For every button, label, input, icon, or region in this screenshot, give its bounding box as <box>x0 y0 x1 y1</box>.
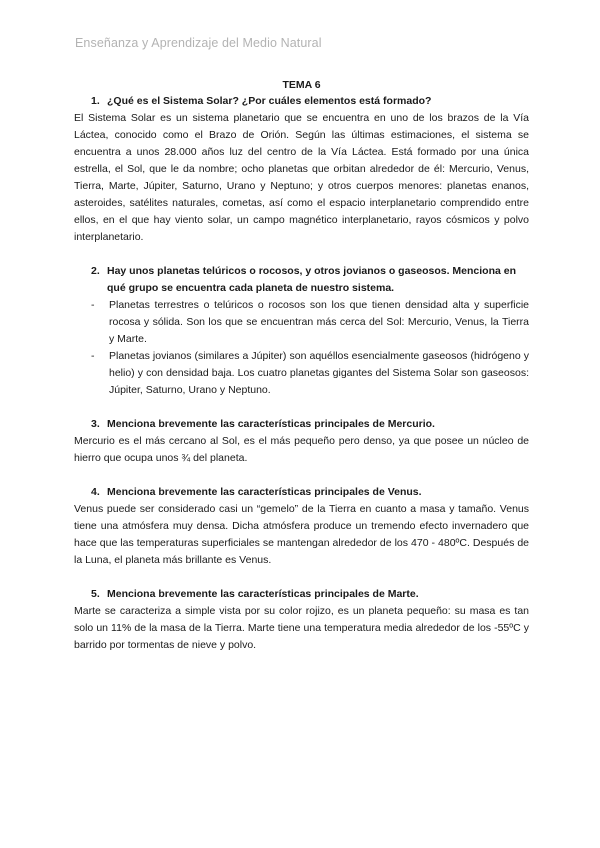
list-item <box>74 297 529 348</box>
question-text: Menciona brevemente las características principales de Marte. <box>107 588 419 600</box>
document-header: Enseñanza y Aprendizaje del Medio Natural <box>75 36 322 50</box>
answer-1: El Sistema Solar es un sistema planetario que se encuentra en uno de los brazos de la Vía Láctea, conocido como el Brazo de Orión. Según las últimas estimaciones, el sistema se encuentra a unos 28.000 años luz del centro de la Vía Láctea. Está formado por una única estrella, el Sol, que le da nombre; ocho planetas que orbitan alrededor de él: Mercurio, Venus, Tierra, Marte, Júpiter, Saturno, Urano y Neptuno; y otros cuerpos menores: planetas enanos, asteroides, satélites naturales, cometas, así como el espacio interplanetario comprendido entre ellos, en el que hay viento solar, un campo magnético interplanetario, rayos cósmicos y polvo interplanetario. <box>74 112 529 243</box>
question-3 <box>74 416 529 433</box>
question-text: Menciona brevemente las características principales de Mercurio. <box>107 418 435 430</box>
question-number: 5. <box>91 588 100 600</box>
dash-bullet: - <box>91 350 95 362</box>
question-number: 1. <box>91 95 100 107</box>
planet-groups-list <box>74 297 529 399</box>
question-number: 3. <box>91 418 100 430</box>
list-item-text: Planetas jovianos (similares a Júpiter) son aquéllos esencialmente gaseosos (hidrógeno y helio) y con densidad baja. Los cuatro planetas gigantes del Sistema Solar son gaseosos: Júpiter, Saturno, Urano y Neptuno. <box>109 350 529 396</box>
question-1 <box>74 93 529 110</box>
question-text: Hay unos planetas telúricos o rocosos, y otros jovianos o gaseosos. Menciona en qué grupo se encuentra cada planeta de nuestro sistema. <box>107 265 517 294</box>
question-4 <box>74 484 529 501</box>
answer-3: Mercurio es el más cercano al Sol, es el más pequeño pero denso, ya que posee un núcleo de hierro que ocupa unos ¾ del planeta. <box>74 435 529 464</box>
dash-bullet: - <box>91 299 95 311</box>
list-item-text: Planetas terrestres o telúricos o rocosos son los que tienen densidad alta y superficie rocosa y sólida. Son los que se encuentran más cerca del Sol: Mercurio, Venus, la Tierra y Marte. <box>109 299 529 345</box>
question-2 <box>74 263 529 297</box>
answer-4: Venus puede ser considerado casi un “gemelo” de la Tierra en cuanto a masa y tamaño. Venus tiene una atmósfera muy densa. Dicha atmósfera produce un tremendo efecto invernadero que hace que las temperaturas superficiales se mantengan alrededor de los 470 - 480ºC. Después de la Luna, el planeta más brillante es Venus. <box>74 503 529 566</box>
document-body <box>74 78 529 654</box>
list-item <box>74 348 529 399</box>
question-number: 2. <box>91 265 100 277</box>
question-text: ¿Qué es el Sistema Solar? ¿Por cuáles elementos está formado? <box>107 95 432 107</box>
question-5 <box>74 586 529 603</box>
answer-5: Marte se caracteriza a simple vista por su color rojizo, es un planeta pequeño: su masa es tan solo un 11% de la masa de la Tierra. Marte tiene una temperatura media alrededor de los -55ºC y barrido por tormentas de nieve y polvo. <box>74 605 529 651</box>
question-number: 4. <box>91 486 100 498</box>
page-title: TEMA 6 <box>282 79 321 91</box>
question-text: Menciona brevemente las características principales de Venus. <box>107 486 422 498</box>
